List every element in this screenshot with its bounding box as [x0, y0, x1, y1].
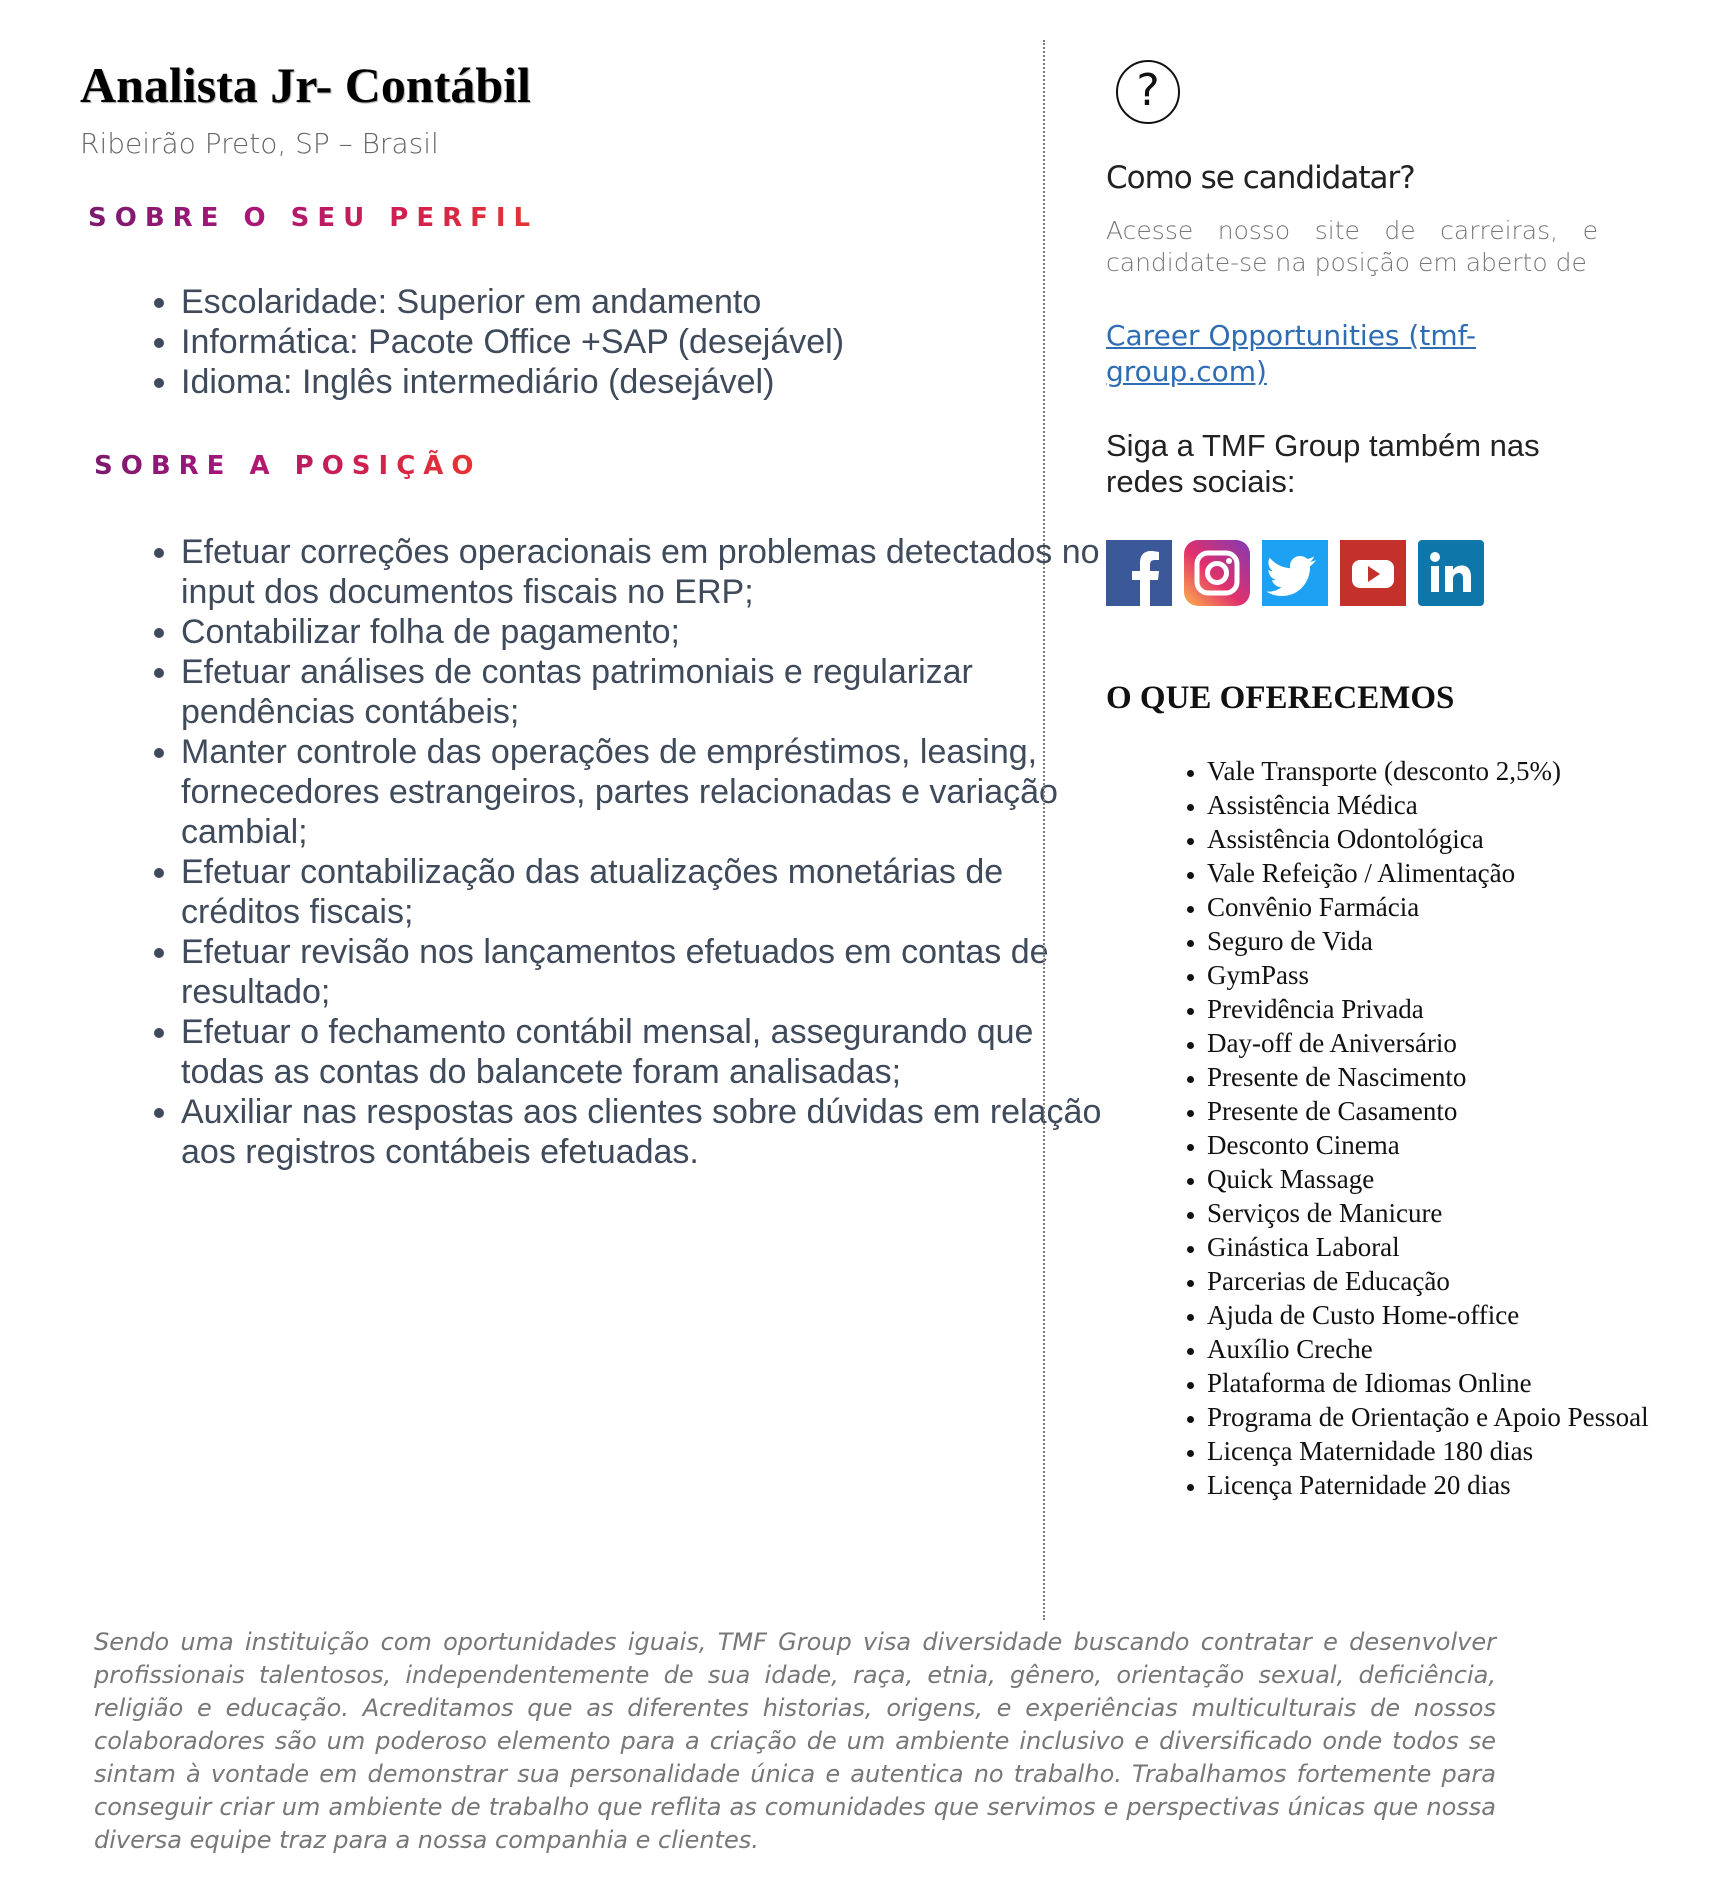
list-item: • Efetuar análises de contas patrimoniais e regularizar pendências contábeis;	[181, 652, 1111, 732]
list-item: • Idioma: Inglês intermediário (desejável)	[181, 362, 1111, 402]
list-item: • Serviços de Manicure	[1207, 1196, 1727, 1230]
list-item: • Vale Refeição / Alimentação	[1207, 856, 1727, 890]
position-list	[80, 532, 1111, 1172]
job-title: Analista Jr- Contábil	[80, 57, 531, 113]
offers-heading: O QUE OFERECEMOS	[1106, 680, 1455, 716]
list-item: • GymPass	[1207, 958, 1727, 992]
career-opportunities-link[interactable]: Career Opportunities (tmf-group.com)	[1106, 319, 1477, 388]
list-item: • Auxílio Creche	[1207, 1332, 1727, 1366]
apply-text: Acesse nosso site de carreiras, e candidate-se na posição em aberto de	[1106, 216, 1598, 277]
facebook-icon[interactable]	[1106, 540, 1172, 606]
offers-list	[1106, 754, 1727, 1502]
list-item: • Informática: Pacote Office +SAP (desejável)	[181, 322, 1111, 362]
list-item: • Assistência Médica	[1207, 788, 1727, 822]
list-item: • Efetuar revisão nos lançamentos efetuados em contas de resultado;	[181, 932, 1111, 1012]
list-item: • Manter controle das operações de empréstimos, leasing, fornecedores estrangeiros, partes relacionadas e variação cambial;	[181, 732, 1111, 852]
left-column	[80, 50, 1102, 1171]
list-item: • Previdência Privada	[1207, 992, 1727, 1026]
list-item: • Auxiliar nas respostas aos clientes sobre dúvidas em relação aos registros contábeis efetuadas.	[181, 1092, 1111, 1172]
list-item: • Licença Paternidade 20 dias	[1207, 1468, 1727, 1502]
list-item: • Presente de Casamento	[1207, 1094, 1727, 1128]
list-item: • Day-off de Aniversário	[1207, 1026, 1727, 1060]
linkedin-icon[interactable]	[1418, 540, 1484, 606]
list-item: • Convênio Farmácia	[1207, 890, 1727, 924]
profile-heading: SOBRE O SEU PERFIL	[88, 198, 538, 238]
list-item: • Ajuda de Custo Home-office	[1207, 1298, 1727, 1332]
list-item: • Efetuar o fechamento contábil mensal, assegurando que todas as contas do balancete foram analisadas;	[181, 1012, 1111, 1092]
list-item: • Assistência Odontológica	[1207, 822, 1727, 856]
list-item: • Ginástica Laboral	[1207, 1230, 1727, 1264]
list-item: • Licença Maternidade 180 dias	[1207, 1434, 1727, 1468]
list-item: • Efetuar correções operacionais em problemas detectados no input dos documentos fiscais no ERP;	[181, 532, 1111, 612]
list-item: • Escolaridade: Superior em andamento	[181, 282, 1111, 322]
apply-heading: Como se candidatar?	[1106, 160, 1415, 196]
question-circle-icon: ?	[1116, 60, 1180, 124]
column-divider	[1043, 40, 1045, 1620]
list-item: • Parcerias de Educação	[1207, 1264, 1727, 1298]
list-item: • Plataforma de Idiomas Online	[1207, 1366, 1727, 1400]
list-item: • Contabilizar folha de pagamento;	[181, 612, 1111, 652]
list-item: • Seguro de Vida	[1207, 924, 1727, 958]
youtube-icon[interactable]	[1340, 540, 1406, 606]
profile-list	[80, 282, 1111, 402]
list-item: • Vale Transporte (desconto 2,5%)	[1207, 754, 1727, 788]
social-icons	[1106, 540, 1484, 606]
instagram-icon[interactable]	[1184, 540, 1250, 606]
list-item: • Efetuar contabilização das atualizações monetárias de créditos fiscais;	[181, 852, 1111, 932]
list-item: • Presente de Nascimento	[1207, 1060, 1727, 1094]
diversity-statement: Sendo uma instituição com oportunidades iguais, TMF Group visa diversidade buscando contratar e desenvolver profissionais talentosos, independentemente de sua idade, raça, etnia, gênero, orientação sexual, deficiência, religião e educação. Acreditamos que as diferentes historias, origens, e experiências multiculturais de nossos colaboradores são um poderoso elemento para a criação de um ambiente inclusivo e diversificado onde todos se sintam à vontade em demonstrar sua personalidade única e autentica no trabalho. Trabalhamos fortemente para conseguir criar um ambiente de trabalho que reflita as comunidades que servimos e perspectivas únicas que nossa diversa equipe traz para a nossa companhia e clientes.	[94, 1628, 1496, 1854]
follow-text: Siga a TMF Group também nas redes sociais:	[1106, 428, 1540, 499]
list-item: • Quick Massage	[1207, 1162, 1727, 1196]
twitter-icon[interactable]	[1262, 540, 1328, 606]
position-heading: SOBRE A POSIÇÃO	[94, 446, 482, 486]
list-item: • Desconto Cinema	[1207, 1128, 1727, 1162]
job-location: Ribeirão Preto, SP – Brasil	[80, 127, 439, 160]
list-item: • Programa de Orientação e Apoio Pessoal	[1207, 1400, 1727, 1434]
